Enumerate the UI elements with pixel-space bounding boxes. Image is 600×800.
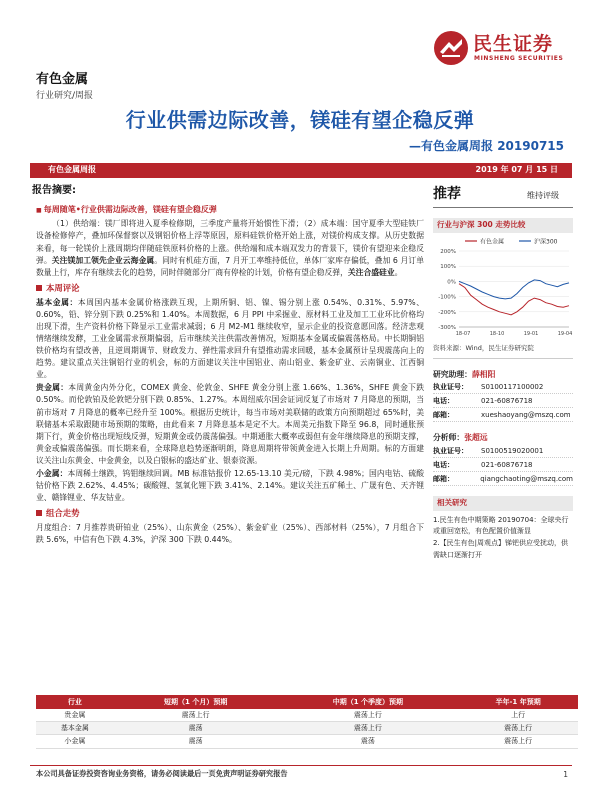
precious-metal-text: 本周黄金内外分化，COMEX 黄金、伦敦金、SHFE 黄金分别上涨 1.66%、1.36%，SHFE 黄金下跌 0.50%。而伦敦铂及伦敦钯分别下跌 0.85%、1.27%。本周纽威尔国会证词反复了市场对 7 月降息的预期，当前市场对 7 月降息的概率已经升至 100%。根据历史统计，每当市场对美联储的政策方向预期超过 65%时，美联储基本采取跟随市场预期的策略，由此看来 7 月降息基本是定不大。本周美元指数下降至 96.8，同时通胀预期下行，黄金价格出现短线反弹，短期黄金或仍震荡偏强。中期通胀大概率或弱但有金年继续降息的预期支撑，黄金或偏震荡偏强。而长期来看，全球降息趋势逐渐明朗，降息周期将带领黄金进入长期上升周期。标的方面建议关注山东黄金、中金黄金，以及白银标的盛达矿业、银泰资源。 bbox=[36, 383, 424, 465]
x-tick-label: 19-04 bbox=[557, 331, 573, 338]
banner-date: 2019 年 07 月 15 日 bbox=[475, 165, 558, 174]
logo-text-en: MINSHENG SECURITIES bbox=[474, 55, 564, 62]
table-cell: 小金属 bbox=[36, 735, 114, 748]
table-header: 行业 bbox=[36, 695, 114, 709]
related-heading: 相关研究 bbox=[433, 496, 573, 511]
table-header: 中期（1 个季度）预期 bbox=[278, 695, 459, 709]
license-value: S0100519020001 bbox=[481, 446, 544, 455]
analyst-2-license bbox=[433, 446, 573, 458]
y-tick-label: -200% bbox=[438, 309, 456, 316]
analyst-1-phone bbox=[433, 396, 573, 408]
section-weekly-comment-label: 本周评论 bbox=[46, 282, 80, 293]
precious-metal-label: 贵金属： bbox=[36, 383, 69, 393]
table-header-row bbox=[36, 695, 578, 709]
analyst-1-role: 研究助理： bbox=[433, 369, 472, 379]
table-cell: 贵金属 bbox=[36, 709, 114, 722]
legend-label: 有色金属 bbox=[480, 238, 505, 246]
analyst-1-email bbox=[433, 410, 573, 422]
email-label: 邮箱： bbox=[433, 411, 454, 420]
series-line bbox=[459, 280, 569, 299]
section-portfolio-label: 组合走势 bbox=[46, 508, 80, 519]
license-value: S0100117100002 bbox=[481, 382, 544, 391]
table-cell: 震荡 bbox=[278, 735, 459, 748]
section-square-icon bbox=[36, 510, 42, 516]
report-type: 行业研究/周报 bbox=[36, 91, 94, 101]
email-label: 邮箱： bbox=[433, 474, 454, 483]
table-cell: 基本金属 bbox=[36, 722, 114, 735]
performance-chart bbox=[433, 235, 573, 339]
y-tick-label: 0% bbox=[447, 279, 456, 286]
essay-paragraph bbox=[36, 218, 424, 278]
base-metal-text: 本周国内基本金属价格涨跌互现，上期所铜、铝、镍、锡分别上涨 0.54%、0.31%、5.97%、0.60%，铅、锌分别下跌 0.25%和 1.40%。本周数据，6 月 PPI 中采掘业、原材料工业及加工工业环比价格均出现下滑，生产资料价格下降显示工业需求减弱；6 月 M2-M1 继续收窄，显示企业的投资意愿回落。经济悲观情绪继续发酵，工业金属需求预期偏弱，后市继续关注供需改善情况，短期基本金属或偏震荡格局。中长期铜铝铁价格均有望改善，且逆周期调节、财政发力、弹性需求回升有望推动需求回暖，基本金属预计呈现震荡向上的趋势。建议重点关注铜铝行业的机会，标的方面建议关注中国铝业、南山铝业、紫金矿业、云南铜业、江西铜业。 bbox=[36, 297, 424, 380]
analyst-2-role: 分析师： bbox=[433, 433, 465, 443]
table-cell: 震荡上行 bbox=[458, 735, 578, 748]
y-tick-label: -300% bbox=[438, 325, 456, 332]
table-cell: 震荡 bbox=[114, 722, 278, 735]
summary-heading: 报告摘要: bbox=[32, 185, 76, 196]
analyst-1-name: 薛相阳 bbox=[471, 369, 496, 379]
logo-text-cn: 民生证券 bbox=[473, 33, 554, 55]
precious-metal-paragraph bbox=[36, 382, 424, 467]
sidebar bbox=[433, 184, 573, 561]
footer-disclaimer: 本公司具备证券投资咨询业务资格，请务必阅读最后一页免责声明证券研究报告 bbox=[36, 769, 288, 778]
table-cell: 震荡上行 bbox=[458, 722, 578, 735]
main-content bbox=[36, 204, 424, 547]
chart-heading: 行业与沪深 300 走势比较 bbox=[433, 218, 573, 233]
x-tick-label: 18-10 bbox=[489, 331, 505, 338]
table-cell: 震荡上行 bbox=[278, 722, 459, 735]
section-weekly-essay: ■ 每周随笔•行业供需边际改善，镁硅有望企稳反弹 bbox=[36, 204, 424, 216]
analyst-1-title bbox=[433, 369, 573, 380]
license-label: 执业证号： bbox=[433, 382, 468, 391]
table-cell: 震荡 bbox=[114, 735, 278, 748]
rating-status: 维持评级 bbox=[527, 191, 559, 200]
industry-label: 有色金属 bbox=[36, 72, 89, 87]
table-cell: 震荡上行 bbox=[114, 709, 278, 722]
phone-label: 电话： bbox=[433, 397, 454, 406]
related-list bbox=[433, 515, 573, 561]
analyst-2-title bbox=[433, 432, 573, 443]
table-header: 半年-1 年预期 bbox=[458, 695, 578, 709]
rating-block bbox=[433, 184, 573, 208]
table-row bbox=[36, 709, 578, 722]
phone-label: 电话： bbox=[433, 460, 454, 469]
essay-text: （1）供给端：镁厂即将进入夏季检修期，三季度产量将开始惯性下滑；（2）成本端：国守夏季大型硅铁厂设备检修停产，叠加环保督察以及钢铝价格上浮等原因，原料硅铁价格开始上涨，对镁价构成支撑。从历史数据来看，每一轮镁价上涨周期均伴随硅铁原料价格的上涨。供给端和成本端双发力的背景下，镁价有望迎来企稳反弹。 bbox=[36, 219, 424, 265]
essay-highlight-1: 关注镁加工领先企业云海金属 bbox=[51, 255, 155, 265]
page-number: 1 bbox=[563, 770, 568, 779]
related-item[interactable]: 1.民生有色中期策略 20190704：全球央行或重回宽松，有色配置价值渐显 bbox=[433, 515, 569, 536]
phone-value: 021-60876718 bbox=[481, 460, 533, 469]
portfolio-paragraph: 月度组合：7 月推荐贵研铂业（25%）、山东黄金（25%）、紫金矿业（25%）、西部材料（25%），7 月组合下跌 5.6%，中信有色下跌 4.3%，沪深 300 下跌 0.44%。 bbox=[36, 523, 424, 545]
analyst-1-license bbox=[433, 382, 573, 394]
company-logo bbox=[433, 28, 583, 68]
analyst-2-phone bbox=[433, 460, 573, 472]
banner-category: 有色金属周报 bbox=[48, 165, 96, 174]
essay-text-2: 。同时有机硅方面，7 月开工率维持低位，单体厂家库存偏低，叠加 6 月订单数量上行，库存有继续去化的趋势，同时伴随部分厂商有停检的计划，价格有望企稳反弹， bbox=[36, 255, 425, 277]
base-metal-label: 基本金属： bbox=[36, 297, 78, 307]
outlook-table bbox=[36, 695, 578, 749]
footer-divider bbox=[30, 765, 572, 766]
rating-label: 推荐 bbox=[433, 186, 461, 202]
table-row bbox=[36, 722, 578, 735]
minor-metal-paragraph bbox=[36, 468, 424, 504]
email-value[interactable]: qiangchaoting@mszq.com bbox=[480, 474, 573, 483]
minor-metal-label: 小金属： bbox=[36, 468, 68, 478]
analyst-2-name: 张超远 bbox=[464, 433, 488, 443]
essay-end: 。 bbox=[394, 267, 403, 277]
y-tick-label: 100% bbox=[440, 264, 456, 271]
y-tick-label: 200% bbox=[440, 249, 456, 256]
section-portfolio bbox=[36, 507, 424, 520]
x-tick-label: 18-07 bbox=[455, 331, 471, 338]
table-row bbox=[36, 735, 578, 748]
minor-metal-text: 本周稀土继跌，钨钼继续回调。MB 标准钴报价 12.65-13.10 美元/磅，下跌 4.98%；国内电钴、硫酸钴价格下跌 2.62%、4.45%；碳酸锂、氢氧化锂下跌 3.41%、2.14%。建议关注五矿稀土、广晟有色、天齐锂业、赣锋锂业、华友钴业。 bbox=[36, 468, 424, 503]
report-subtitle: —有色金属周报 20190715 bbox=[409, 139, 564, 153]
license-label: 执业证号： bbox=[433, 446, 468, 455]
x-tick-label: 19-01 bbox=[523, 331, 539, 338]
phone-value: 021-60876718 bbox=[481, 397, 533, 406]
header-banner bbox=[30, 163, 572, 178]
base-metal-paragraph bbox=[36, 297, 424, 382]
related-item[interactable]: 2.【民生有色|周观点】锑钯供应受扰动，供需缺口逐渐打开 bbox=[433, 539, 569, 559]
section-square-icon bbox=[36, 285, 42, 291]
performance-chart-svg bbox=[433, 235, 573, 339]
table-cell: 震荡上行 bbox=[278, 709, 459, 722]
y-tick-label: -100% bbox=[438, 294, 456, 301]
table-cell: 上行 bbox=[458, 709, 578, 722]
table-header: 短期（1 个月）预期 bbox=[114, 695, 278, 709]
legend-label: 沪深300 bbox=[534, 238, 558, 246]
email-value[interactable]: xueshaoyang@mszq.com bbox=[481, 411, 571, 420]
essay-highlight-2: 关注合盛硅业 bbox=[347, 267, 395, 277]
report-title: 行业供需边际改善，镁硅有望企稳反弹 bbox=[125, 108, 475, 132]
logo-mark-icon bbox=[433, 30, 469, 66]
analyst-2-email bbox=[433, 474, 573, 486]
section-weekly-comment bbox=[36, 282, 424, 295]
chart-source: 资料来源：Wind，民生证券研究院 bbox=[433, 344, 573, 358]
